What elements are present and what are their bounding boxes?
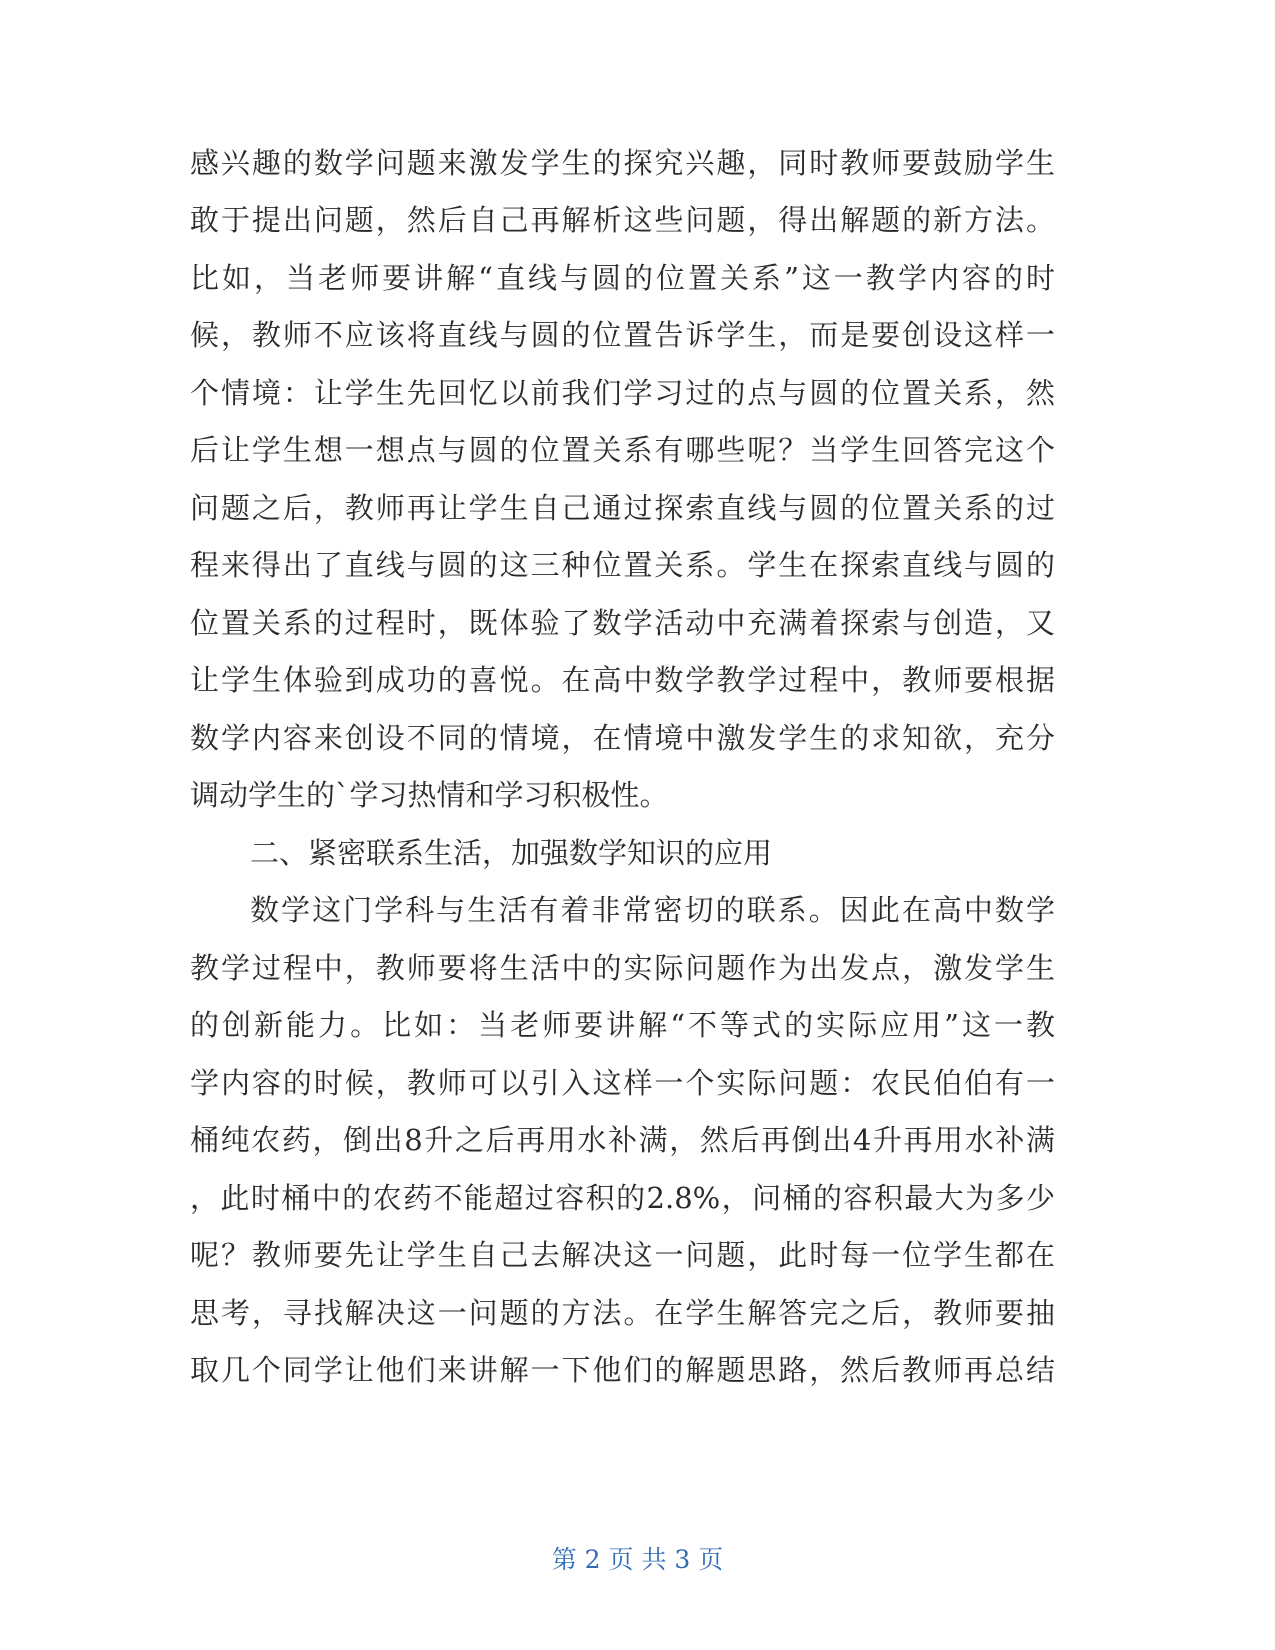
body-text-line: 后让学生想一想点与圆的位置关系有哪些呢？当学生回答完这个 [190, 433, 1055, 467]
body-text-line: 调动学生的`学习热情和学习积极性。 [190, 778, 669, 812]
body-text-line: 的创新能力。比如：当老师要讲解“不等式的实际应用”这一教 [190, 1008, 1055, 1042]
section-heading: 二、紧密联系生活，加强数学知识的应用 [250, 836, 773, 870]
body-text-line: 思考，寻找解决这一问题的方法。在学生解答完之后，教师要抽 [190, 1296, 1055, 1330]
page-footer: 第 2 页 共 3 页 [551, 1545, 724, 1574]
body-text-line: 个情境：让学生先回忆以前我们学习过的点与圆的位置关系，然 [190, 376, 1055, 410]
body-text-line: 数学内容来创设不同的情境，在情境中激发学生的求知欲，充分 [190, 721, 1055, 755]
body-text-line: 感兴趣的数学问题来激发学生的探究兴趣，同时教师要鼓励学生 [190, 146, 1055, 180]
body-text-line: 教学过程中，教师要将生活中的实际问题作为出发点，激发学生 [190, 951, 1055, 985]
body-text-line: 位置关系的过程时，既体验了数学活动中充满着探索与创造，又 [190, 606, 1055, 640]
body-text-line: 敢于提出问题，然后自己再解析这些问题，得出解题的新方法。 [190, 203, 1055, 237]
body-text-line: 程来得出了直线与圆的这三种位置关系。学生在探索直线与圆的 [190, 548, 1055, 582]
body-text-line: 学内容的时候，教师可以引入这样一个实际问题：农民伯伯有一 [190, 1066, 1055, 1100]
body-text-line: 呢？教师要先让学生自己去解决这一问题，此时每一位学生都在 [190, 1238, 1055, 1272]
body-text-line: 问题之后，教师再让学生自己通过探索直线与圆的位置关系的过 [190, 491, 1055, 525]
body-text-line: 取几个同学让他们来讲解一下他们的解题思路，然后教师再总结 [190, 1353, 1055, 1387]
body-text-line: 候，教师不应该将直线与圆的位置告诉学生，而是要创设这样一 [190, 318, 1055, 352]
body-text-line: 数学这门学科与生活有着非常密切的联系。因此在高中数学 [250, 893, 1055, 927]
body-text-line: 桶纯农药，倒出8升之后再用水补满，然后再倒出4升再用水补满 [190, 1123, 1055, 1157]
body-text-line: ，此时桶中的农药不能超过容积的2.8%，问桶的容积最大为多少 [190, 1181, 1055, 1215]
body-text-line: 比如，当老师要讲解“直线与圆的位置关系”这一教学内容的时 [190, 261, 1055, 295]
body-text-line: 让学生体验到成功的喜悦。在高中数学教学过程中，教师要根据 [190, 663, 1055, 697]
